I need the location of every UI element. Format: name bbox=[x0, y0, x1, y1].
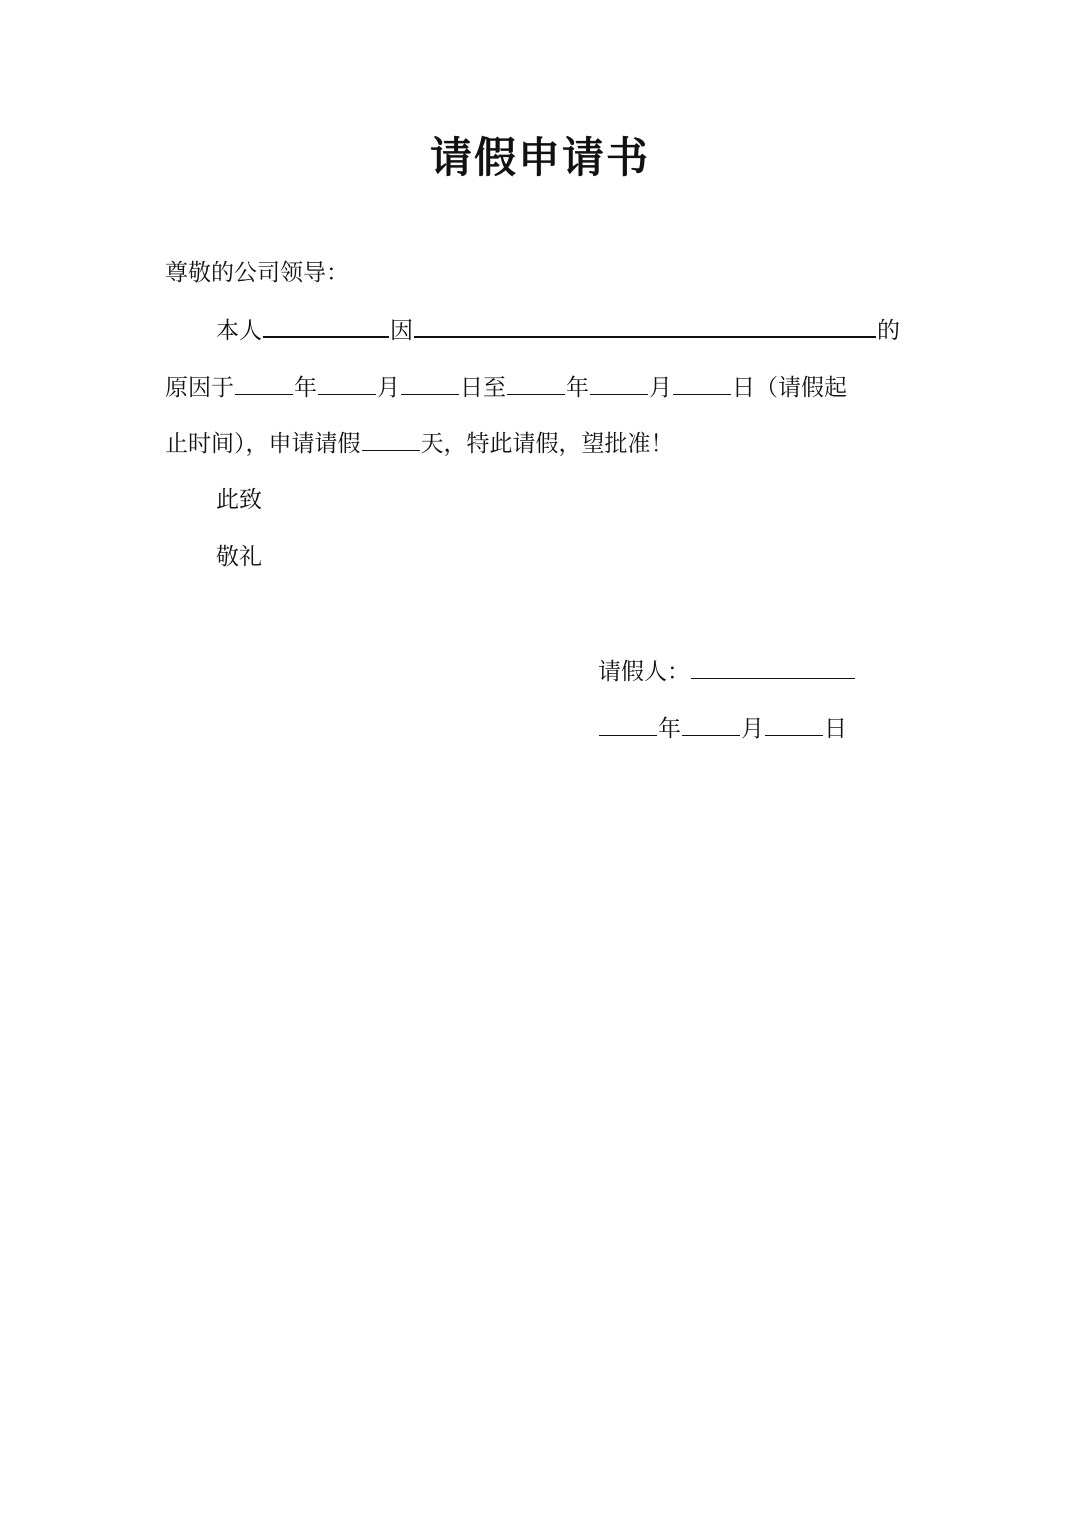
start-year-blank[interactable] bbox=[235, 393, 293, 395]
end-month-label: 月 bbox=[649, 375, 672, 401]
reason-blank[interactable] bbox=[414, 335, 876, 338]
start-month-label: 月 bbox=[377, 375, 400, 401]
start-month-blank[interactable] bbox=[318, 393, 376, 395]
closing-text-1: 此致 bbox=[216, 487, 262, 513]
closing-line-1 bbox=[216, 484, 262, 516]
body-line-3-end: 天，特此请假，望批准！ bbox=[420, 431, 674, 457]
signature-day-label: 日 bbox=[824, 716, 847, 742]
body-line-2-start: 原因于 bbox=[165, 375, 234, 401]
body-line-1-prefix: 本人 bbox=[216, 318, 262, 344]
salutation-text: 尊敬的公司领导： bbox=[165, 260, 349, 286]
body-line-1-middle: 因 bbox=[390, 318, 413, 344]
document-title: 请假申请书 bbox=[429, 133, 650, 182]
leave-days-blank[interactable] bbox=[362, 449, 420, 451]
body-line-1 bbox=[216, 315, 900, 347]
signature-day-blank[interactable] bbox=[765, 734, 823, 736]
end-year-label: 年 bbox=[566, 375, 589, 401]
name-blank[interactable] bbox=[263, 335, 389, 338]
closing-line-2 bbox=[216, 541, 262, 573]
start-day-to-label: 日至 bbox=[460, 375, 506, 401]
signature-year-blank[interactable] bbox=[599, 734, 657, 736]
end-day-blank[interactable] bbox=[673, 393, 731, 395]
signature-year-label: 年 bbox=[658, 716, 681, 742]
body-line-2 bbox=[165, 372, 847, 404]
signature-date-line bbox=[598, 713, 847, 745]
signature-line bbox=[598, 656, 856, 688]
body-line-2-end: 日（请假起 bbox=[732, 375, 847, 401]
body-line-1-suffix: 的 bbox=[877, 318, 900, 344]
signature-label: 请假人： bbox=[598, 659, 690, 685]
end-month-blank[interactable] bbox=[590, 393, 648, 395]
signature-month-blank[interactable] bbox=[682, 734, 740, 736]
signature-blank[interactable] bbox=[691, 677, 855, 679]
body-line-3-start: 止时间），申请请假 bbox=[165, 431, 361, 457]
body-line-3 bbox=[165, 428, 674, 460]
end-year-blank[interactable] bbox=[507, 393, 565, 395]
closing-text-2: 敬礼 bbox=[216, 544, 262, 570]
start-day-blank[interactable] bbox=[401, 393, 459, 395]
salutation-line bbox=[165, 257, 349, 289]
start-year-label: 年 bbox=[294, 375, 317, 401]
signature-month-label: 月 bbox=[741, 716, 764, 742]
